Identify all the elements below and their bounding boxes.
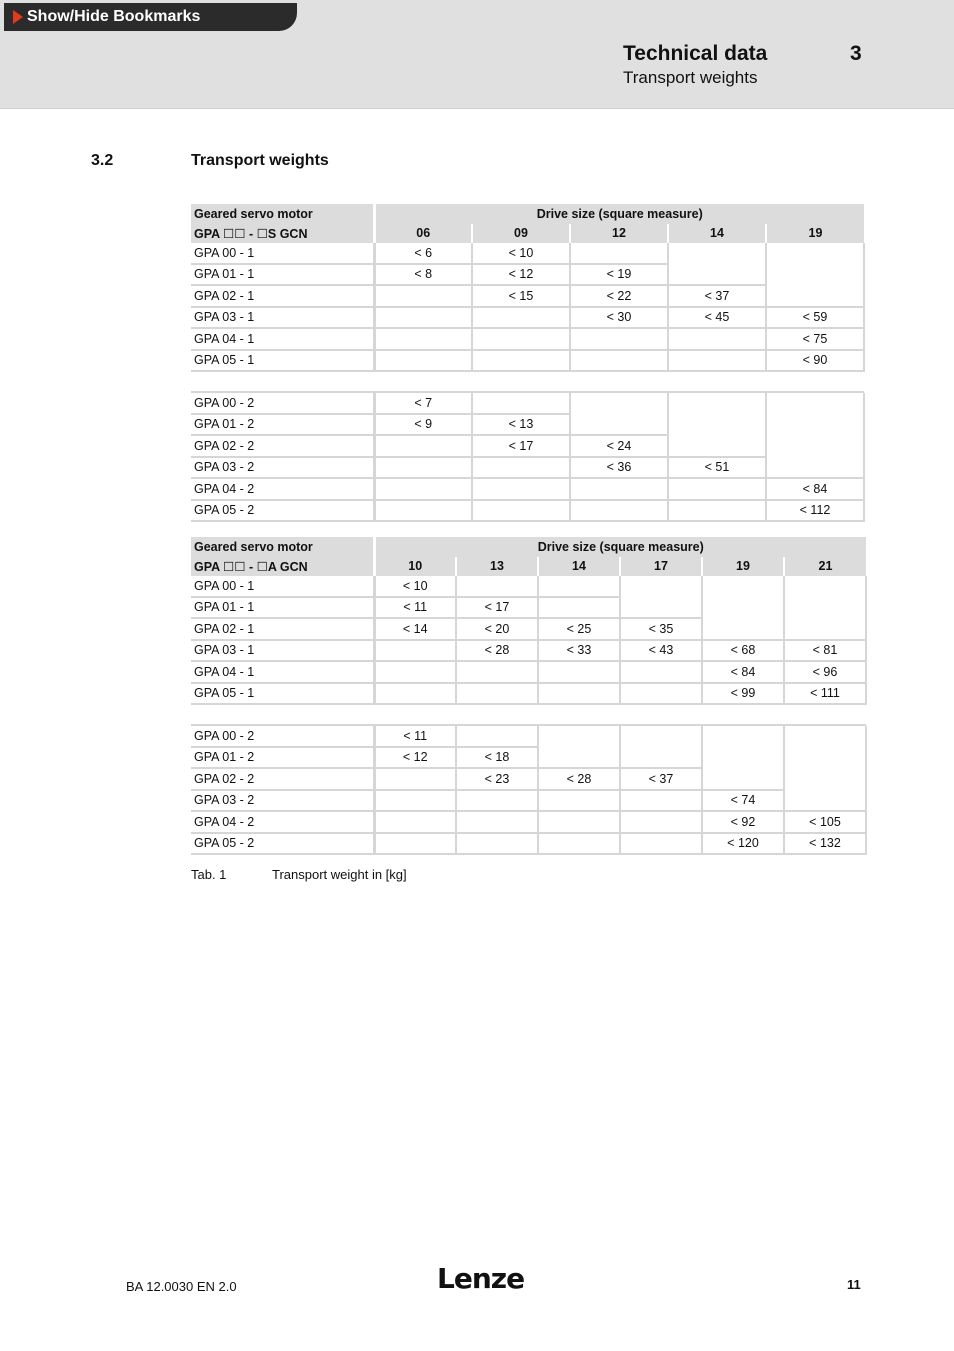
row-label: GPA 04 - 1: [191, 328, 374, 350]
empty-cell: [784, 747, 866, 769]
empty-cell: [538, 833, 620, 855]
empty-cell: [766, 264, 864, 286]
weight-cell: < 84: [702, 661, 784, 683]
weight-cell: < 37: [668, 285, 766, 307]
weight-cell: < 28: [538, 768, 620, 790]
table-row: [191, 597, 866, 619]
weight-cell: < 15: [472, 285, 570, 307]
weight-cell: < 96: [784, 661, 866, 683]
empty-cell: [620, 790, 702, 812]
chapter-subtitle: Transport weights: [623, 68, 758, 87]
weight-cell: < 92: [702, 811, 784, 833]
empty-cell: [472, 457, 570, 479]
empty-cell: [472, 478, 570, 500]
empty-cell: [456, 726, 538, 747]
show-hide-bookmarks-button[interactable]: [4, 3, 297, 31]
empty-cell: [472, 328, 570, 350]
weight-cell: < 59: [766, 307, 864, 329]
empty-cell: [374, 790, 456, 812]
empty-cell: [620, 576, 702, 597]
transport-weight-table-a-gcn: [191, 537, 867, 855]
empty-cell: [374, 640, 456, 662]
weight-cell: < 75: [766, 328, 864, 350]
document-id: BA 12.0030 EN 2.0: [126, 1279, 237, 1294]
weight-cell: < 17: [456, 597, 538, 619]
weight-cell: < 19: [570, 264, 668, 286]
empty-cell: [668, 350, 766, 372]
empty-cell: [702, 576, 784, 597]
section-number: 3.2: [91, 152, 114, 169]
size-header-10: 10: [374, 557, 456, 577]
weight-cell: < 12: [472, 264, 570, 286]
row-label: GPA 05 - 1: [191, 350, 374, 372]
weight-cell: < 24: [570, 435, 668, 457]
empty-cell: [766, 435, 864, 457]
empty-cell: [702, 597, 784, 619]
row-label: GPA 00 - 1: [191, 576, 374, 597]
weight-cell: < 81: [784, 640, 866, 662]
empty-cell: [472, 500, 570, 522]
empty-cell: [766, 285, 864, 307]
empty-cell: [538, 661, 620, 683]
table-row: [191, 576, 866, 597]
empty-cell: [374, 500, 472, 522]
chapter-number: 3: [850, 42, 862, 65]
weight-cell: < 28: [456, 640, 538, 662]
table-row: [191, 478, 864, 500]
chapter-title: Technical data: [623, 42, 768, 65]
empty-cell: [784, 790, 866, 812]
weight-cell: < 68: [702, 640, 784, 662]
table-row: [191, 435, 864, 457]
empty-cell: [620, 747, 702, 769]
row-label: GPA 01 - 1: [191, 597, 374, 619]
empty-cell: [374, 661, 456, 683]
empty-cell: [456, 683, 538, 705]
empty-cell: [766, 414, 864, 436]
empty-cell: [538, 747, 620, 769]
row-label: GPA 04 - 2: [191, 478, 374, 500]
table-row: [191, 243, 864, 264]
table-row: [191, 457, 864, 479]
empty-cell: [620, 833, 702, 855]
empty-cell: [766, 457, 864, 479]
empty-cell: [456, 833, 538, 855]
empty-cell: [620, 811, 702, 833]
weight-cell: < 99: [702, 683, 784, 705]
row-label: GPA 04 - 1: [191, 661, 374, 683]
empty-cell: [374, 307, 472, 329]
weight-cell: < 112: [766, 500, 864, 522]
table-caption-label: Tab. 1: [191, 867, 227, 882]
row-label: GPA 05 - 2: [191, 500, 374, 522]
section-title: Transport weights: [191, 152, 329, 169]
weight-cell: < 37: [620, 768, 702, 790]
empty-cell: [702, 726, 784, 747]
empty-cell: [374, 683, 456, 705]
empty-cell: [668, 328, 766, 350]
table-row: [191, 393, 864, 414]
empty-cell: [538, 726, 620, 747]
weight-cell: < 43: [620, 640, 702, 662]
empty-cell: [702, 747, 784, 769]
row-label: GPA 02 - 2: [191, 435, 374, 457]
table-caption-text: Transport weight in [kg]: [272, 867, 407, 882]
table-row: [191, 726, 866, 747]
empty-cell: [374, 833, 456, 855]
row-label: GPA 05 - 1: [191, 683, 374, 705]
weight-cell: < 25: [538, 618, 620, 640]
col-header-drive-size: Drive size (square measure): [374, 537, 866, 557]
empty-cell: [472, 350, 570, 372]
weight-cell: < 45: [668, 307, 766, 329]
weight-cell: < 23: [456, 768, 538, 790]
row-label: GPA 01 - 2: [191, 747, 374, 769]
table-row: [191, 747, 866, 769]
weight-cell: < 9: [374, 414, 472, 436]
empty-cell: [456, 661, 538, 683]
weight-cell: < 7: [374, 393, 472, 414]
empty-cell: [784, 576, 866, 597]
empty-cell: [374, 285, 472, 307]
empty-cell: [784, 726, 866, 747]
weight-cell: < 11: [374, 726, 456, 747]
table-row: [191, 285, 864, 307]
row-label: GPA 05 - 2: [191, 833, 374, 855]
weight-cell: < 84: [766, 478, 864, 500]
empty-cell: [570, 500, 668, 522]
empty-cell: [570, 478, 668, 500]
weight-cell: < 120: [702, 833, 784, 855]
size-header-19: 19: [766, 224, 864, 244]
table-row: [191, 414, 864, 436]
empty-cell: [374, 350, 472, 372]
weight-cell: < 11: [374, 597, 456, 619]
empty-cell: [620, 661, 702, 683]
table-row: [191, 790, 866, 812]
empty-cell: [668, 264, 766, 286]
empty-cell: [570, 414, 668, 436]
col-header-motor: Geared servo motor: [191, 204, 374, 224]
weight-cell: < 132: [784, 833, 866, 855]
size-header-21: 21: [784, 557, 866, 577]
weight-cell: < 20: [456, 618, 538, 640]
empty-cell: [374, 478, 472, 500]
weight-cell: < 13: [472, 414, 570, 436]
row-label: GPA 02 - 1: [191, 618, 374, 640]
empty-cell: [472, 393, 570, 414]
table-row: [191, 661, 866, 683]
empty-cell: [668, 243, 766, 264]
empty-cell: [784, 618, 866, 640]
page-number: 11: [847, 1277, 861, 1292]
size-header-13: 13: [456, 557, 538, 577]
row-label: GPA 03 - 1: [191, 307, 374, 329]
empty-cell: [620, 597, 702, 619]
empty-cell: [766, 243, 864, 264]
row-label: GPA 03 - 2: [191, 790, 374, 812]
empty-cell: [374, 435, 472, 457]
empty-cell: [472, 307, 570, 329]
empty-cell: [374, 811, 456, 833]
empty-cell: [538, 576, 620, 597]
col-header-model: GPA ☐☐ - ☐A GCN: [191, 557, 374, 577]
weight-cell: < 17: [472, 435, 570, 457]
weight-cell: < 14: [374, 618, 456, 640]
weight-cell: < 90: [766, 350, 864, 372]
empty-cell: [702, 768, 784, 790]
size-header-09: 09: [472, 224, 570, 244]
row-label: GPA 00 - 1: [191, 243, 374, 264]
weight-cell: < 10: [472, 243, 570, 264]
empty-cell: [374, 768, 456, 790]
empty-cell: [456, 790, 538, 812]
size-header-17: 17: [620, 557, 702, 577]
empty-cell: [538, 790, 620, 812]
empty-cell: [538, 683, 620, 705]
size-header-12: 12: [570, 224, 668, 244]
weight-cell: < 10: [374, 576, 456, 597]
empty-cell: [538, 597, 620, 619]
table-row: [191, 350, 864, 372]
weight-cell: < 33: [538, 640, 620, 662]
row-label: GPA 03 - 1: [191, 640, 374, 662]
empty-cell: [374, 457, 472, 479]
empty-cell: [668, 500, 766, 522]
size-header-19: 19: [702, 557, 784, 577]
table-row: [191, 640, 866, 662]
empty-cell: [570, 328, 668, 350]
weight-cell: < 105: [784, 811, 866, 833]
play-arrow-icon: [13, 10, 23, 24]
weight-cell: < 74: [702, 790, 784, 812]
table-row: [191, 328, 864, 350]
table-row: [191, 500, 864, 522]
weight-cell: < 6: [374, 243, 472, 264]
empty-cell: [620, 683, 702, 705]
empty-cell: [784, 597, 866, 619]
row-label: GPA 03 - 2: [191, 457, 374, 479]
lenze-logo: Lenze: [437, 1262, 525, 1295]
empty-cell: [766, 393, 864, 414]
empty-cell: [538, 811, 620, 833]
weight-cell: < 8: [374, 264, 472, 286]
empty-cell: [668, 414, 766, 436]
empty-cell: [668, 435, 766, 457]
row-label: GPA 02 - 2: [191, 768, 374, 790]
table-row: [191, 307, 864, 329]
empty-cell: [620, 726, 702, 747]
weight-cell: < 18: [456, 747, 538, 769]
empty-cell: [570, 350, 668, 372]
empty-cell: [702, 618, 784, 640]
empty-cell: [668, 393, 766, 414]
table-row: [191, 618, 866, 640]
row-label: GPA 04 - 2: [191, 811, 374, 833]
weight-cell: < 51: [668, 457, 766, 479]
empty-cell: [456, 576, 538, 597]
page-header: [0, 0, 954, 109]
row-label: GPA 00 - 2: [191, 393, 374, 414]
size-header-14: 14: [538, 557, 620, 577]
row-label: GPA 01 - 1: [191, 264, 374, 286]
empty-cell: [784, 768, 866, 790]
col-header-model: GPA ☐☐ - ☐S GCN: [191, 224, 374, 244]
table-row: [191, 264, 864, 286]
weight-cell: < 12: [374, 747, 456, 769]
row-label: GPA 02 - 1: [191, 285, 374, 307]
col-header-drive-size: Drive size (square measure): [374, 204, 864, 224]
row-label: GPA 01 - 2: [191, 414, 374, 436]
weight-cell: < 111: [784, 683, 866, 705]
weight-cell: < 36: [570, 457, 668, 479]
weight-cell: < 35: [620, 618, 702, 640]
table-row: [191, 833, 866, 855]
bookmarks-label: Show/Hide Bookmarks: [27, 8, 201, 25]
weight-cell: < 22: [570, 285, 668, 307]
size-header-06: 06: [374, 224, 472, 244]
transport-weight-table-s-gcn: [191, 204, 865, 522]
col-header-motor: Geared servo motor: [191, 537, 374, 557]
empty-cell: [668, 478, 766, 500]
size-header-14: 14: [668, 224, 766, 244]
row-label: GPA 00 - 2: [191, 726, 374, 747]
empty-cell: [570, 243, 668, 264]
empty-cell: [456, 811, 538, 833]
empty-cell: [570, 393, 668, 414]
table-row: [191, 683, 866, 705]
weight-cell: < 30: [570, 307, 668, 329]
table-row: [191, 811, 866, 833]
table-row: [191, 768, 866, 790]
empty-cell: [374, 328, 472, 350]
